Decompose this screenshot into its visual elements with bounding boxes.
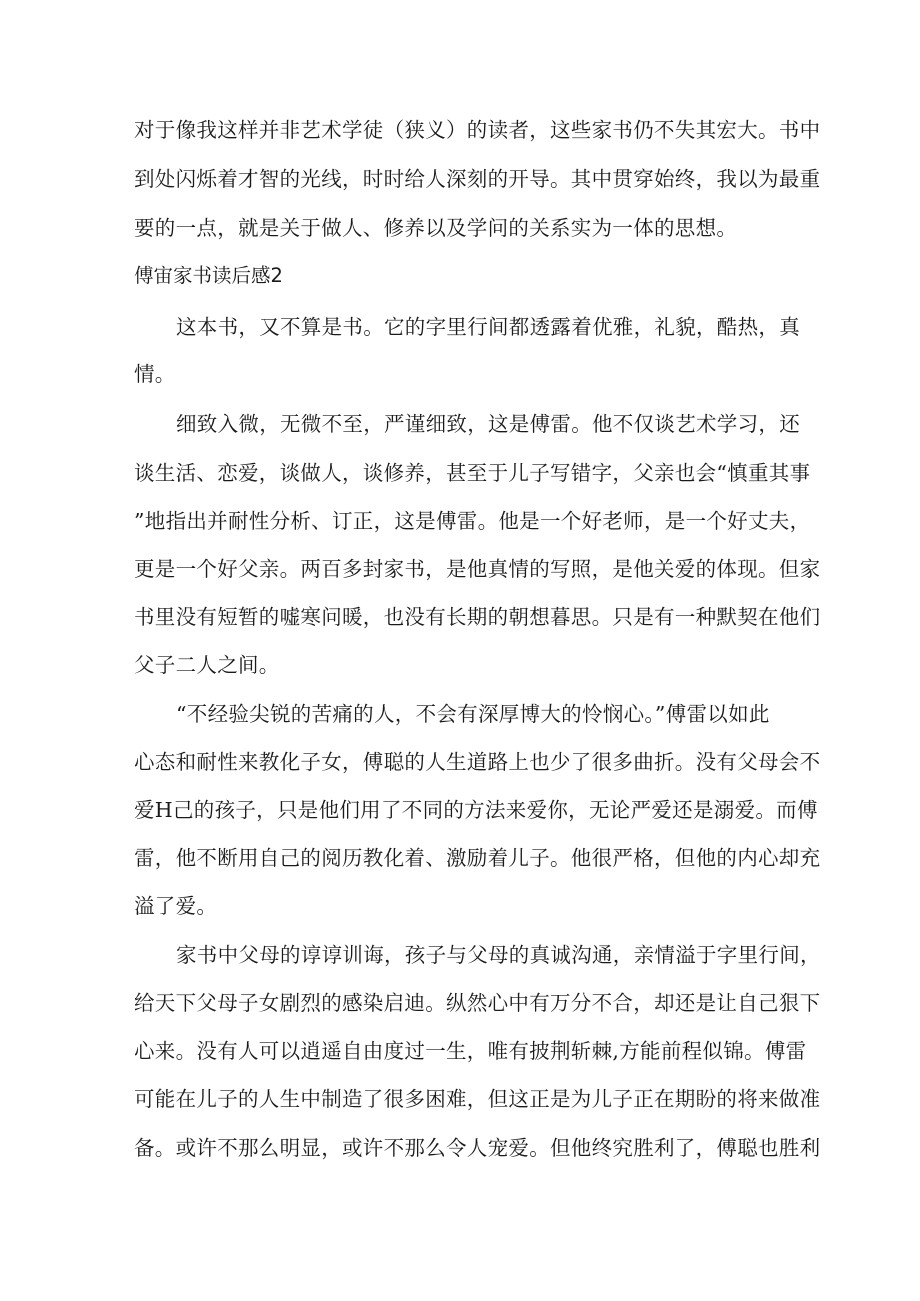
intro-line-2: 到处闪烁着才智的光线，时时给人深刻的开导。其中贯穿始终，我以为最重 xyxy=(134,167,821,191)
paragraph-3-line-2: 心态和耐性来教化子女，傅聪的人生道路上也少了很多曲折。没有父母会不 xyxy=(134,750,821,774)
paragraph-4-line-2: 给天下父母子女剧烈的感染启迪。纵然心中有万分不合，却还是让自己狠下 xyxy=(134,991,821,1015)
paragraph-3-line-5: 溢了爱。 xyxy=(134,894,218,918)
paragraph-4-line-5: 备。或许不那么明显，或许不那么令人宠爱。但他终究胜利了，傅聪也胜利 xyxy=(134,1136,821,1160)
paragraph-3-line-3: 爱H己的孩子，只是他们用了不同的方法来爱你，无论严爱还是溺爱。而傅 xyxy=(134,798,818,822)
paragraph-1-line-2: 情。 xyxy=(134,362,176,386)
intro-line-3: 要的一点，就是关于做人、修养以及学问的关系实为一体的思想。 xyxy=(134,216,738,240)
paragraph-2-line-3: ”地指出并耐性分析、订正，这是傅雷。他是一个好老师，是一个好丈夫， xyxy=(134,509,811,533)
paragraph-2-line-5: 书里没有短暂的嘘寒问暖，也没有长期的朝想暮思。只是有一种默契在他们 xyxy=(134,605,821,629)
paragraph-4-line-1: 家书中父母的谆谆训诲，孩子与父母的真诚沟通，亲情溢于字里行间， xyxy=(176,943,821,967)
paragraph-3-line-4: 雷，他不断用自己的阅历教化着、激励着儿子。他很严格，但他的内心却充 xyxy=(134,846,821,870)
paragraph-2-line-1: 细致入微，无微不至，严谨细致，这是傅雷。他不仅谈艺术学习，还 xyxy=(176,412,800,436)
section-heading: 傅宙家书读后感2 xyxy=(134,264,283,287)
paragraph-4-line-3: 心来。没有人可以逍遥自由度过一生，唯有披荆斩棘,方能前程似锦。傅雷 xyxy=(134,1039,807,1063)
paragraph-2-line-6: 父子二人之间。 xyxy=(134,653,280,677)
paragraph-1-line-1: 这本书，又不算是书。它的字里行间都透露着优雅，礼貌，酷热，真 xyxy=(176,315,800,339)
intro-line-1: 对于像我这样并非艺术学徒（狭义）的读者，这些家书仍不失其宏大。书中 xyxy=(134,118,821,142)
paragraph-2-line-4: 更是一个好父亲。两百多封家书，是他真情的写照，是他关爱的体现。但家 xyxy=(134,557,821,581)
paragraph-2-line-2: 谈生活、恋爱，谈做人，谈修养，甚至于儿子写错字，父亲也会“慎重其事 xyxy=(134,461,811,485)
paragraph-3-line-1: “不经验尖锐的苦痛的人，不会有深厚博大的怜悯心。”傅雷以如此 xyxy=(176,702,770,726)
paragraph-4-line-4: 可能在儿子的人生中制造了很多困难，但这正是为儿子正在期盼的将来做准 xyxy=(134,1087,821,1111)
